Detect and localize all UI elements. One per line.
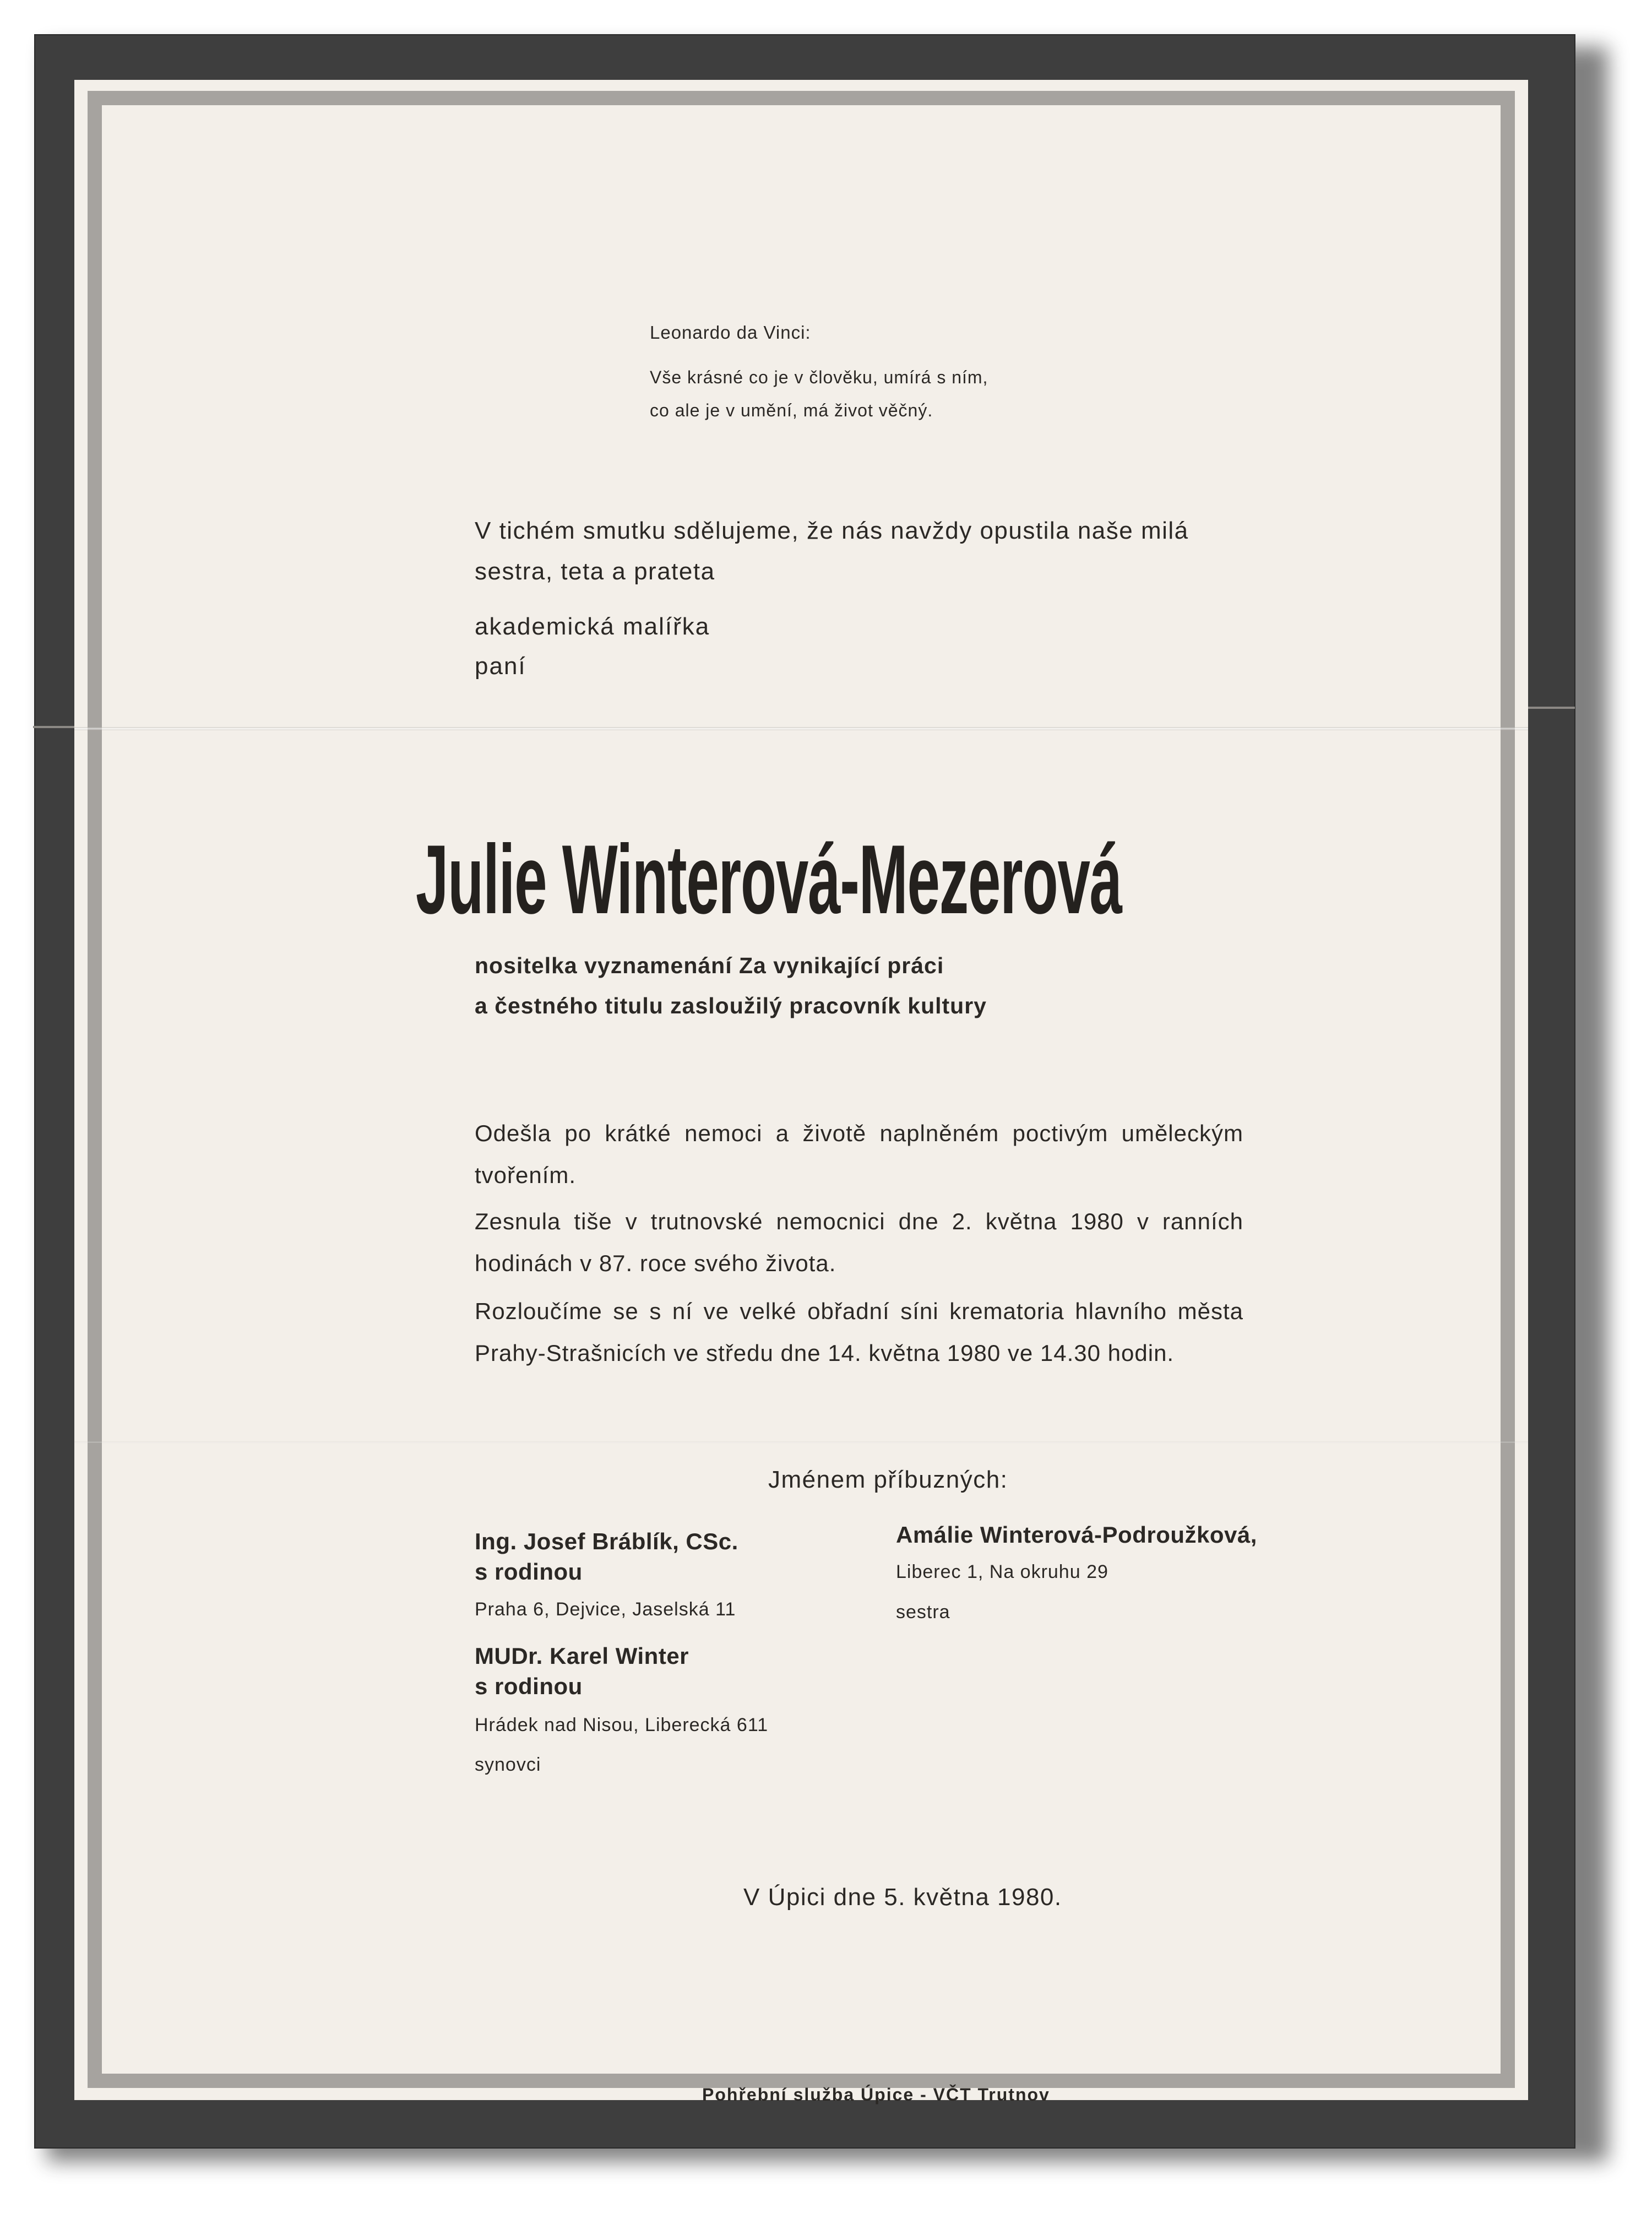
deceased-name: Julie Winterová-Mezerová (416, 824, 1122, 934)
relative-address: Hrádek nad Nisou, Liberecká 611 (475, 1715, 769, 1735)
gray-border-frame (88, 91, 1515, 2088)
relative-relation: synovci (475, 1754, 541, 1775)
relative-address: Liberec 1, Na okruhu 29 (896, 1561, 1108, 1582)
funeral-service-footer: Pohřební služba Úpice - VČT Trutnov (702, 2085, 1050, 2104)
place-date: V Úpici dne 5. května 1980. (743, 1884, 1062, 1911)
relatives-header: Jménem příbuzných: (768, 1466, 1008, 1493)
quote-line: Vše krásné co je v člověku, umírá s ním, (650, 367, 988, 387)
relative-name: Ing. Josef Bráblík, CSc. (475, 1528, 738, 1554)
relative-family: s rodinou (475, 1673, 583, 1699)
fold-mark-right (1525, 707, 1575, 709)
honors-line: a čestného titulu zasloužilý pracovník kultury (475, 993, 987, 1018)
paragraph-funeral: Rozloučíme se s ní ve velké obřadní síni krematoria hlavního města Prahy-Strašnicích ve středu dne 14. května 1980 ve 14.30 hodin. (475, 1298, 1243, 1366)
relative-family: s rodinou (475, 1559, 583, 1585)
honors-line: nositelka vyznamenání Za vynikající práci (475, 953, 944, 978)
relative-name: Amálie Winterová-Podroužková, (896, 1522, 1257, 1548)
paper-fold-crease (74, 727, 1528, 730)
paper-fold-crease (74, 1441, 1528, 1443)
announcement-line: sestra, teta a prateta (475, 558, 715, 585)
professional-title: akademická malířka (475, 613, 710, 640)
relative-address: Praha 6, Dejvice, Jaselská 11 (475, 1599, 736, 1620)
relative-relation: sestra (896, 1602, 950, 1623)
paragraph-death-details: Zesnula tiše v trutnovské nemocnici dne 2. května 1980 v ranních hodinách v 87. roce svého života. (475, 1208, 1243, 1276)
quote-author: Leonardo da Vinci: (650, 322, 811, 343)
announcement-line: V tichém smutku sdělujeme, že nás navždy opustila naše milá (475, 517, 1189, 544)
relative-name: MUDr. Karel Winter (475, 1643, 689, 1669)
paragraph-passing: Odešla po krátké nemoci a životě naplněném poctivým uměleckým tvořením. (475, 1120, 1243, 1188)
obituary-sheet (74, 80, 1528, 2104)
honorific: paní (475, 653, 526, 680)
quote-line: co ale je v umění, má život věčný. (650, 400, 933, 420)
fold-mark-left (33, 726, 77, 728)
